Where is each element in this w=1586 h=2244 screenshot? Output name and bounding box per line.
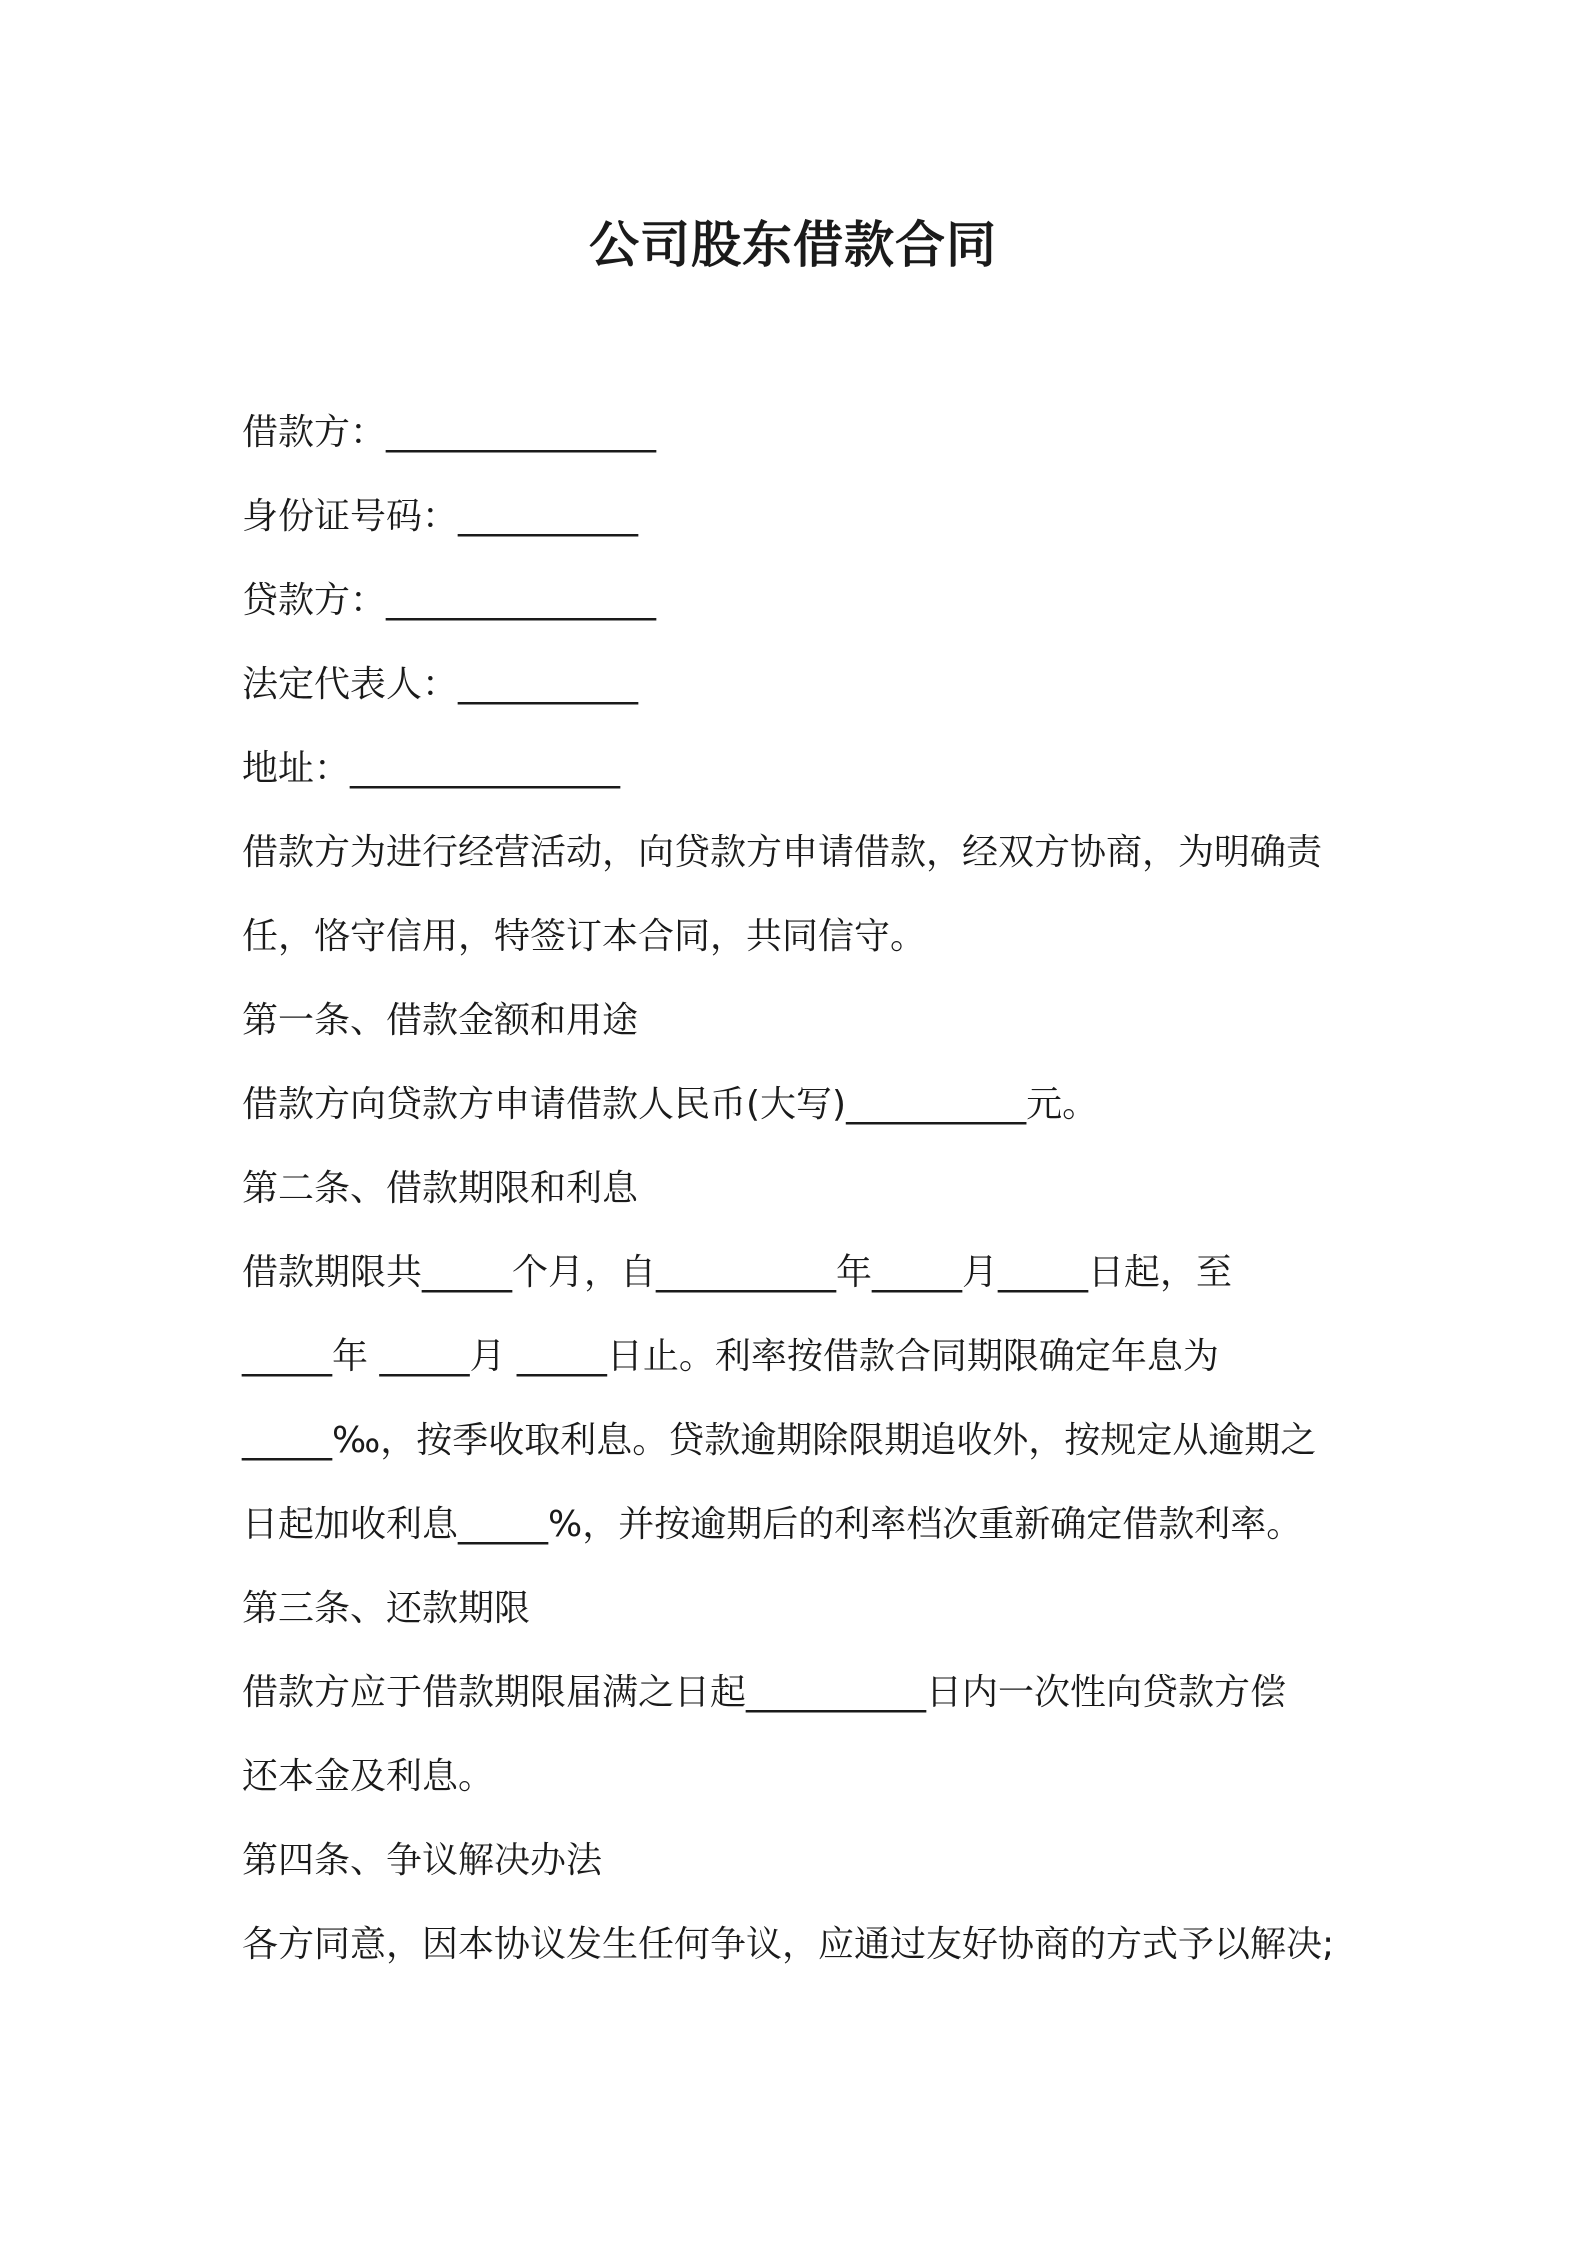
article-2-heading: 第二条、借款期限和利息 xyxy=(242,1168,639,1209)
article-3-line-1: 借款方应于借款期限届满之日起__________日内一次性向贷款方偿 xyxy=(242,1672,1287,1713)
article-3-heading: 第三条、还款期限 xyxy=(242,1588,531,1629)
article-3-line-2: 还本金及利息。 xyxy=(242,1756,495,1797)
article-4-heading: 第四条、争议解决办法 xyxy=(242,1840,603,1881)
document-title: 公司股东借款合同 xyxy=(589,216,997,274)
address-field: 地址：_______________ xyxy=(242,748,621,789)
article-1-heading: 第一条、借款金额和用途 xyxy=(242,1000,639,1041)
borrower-field: 借款方：_______________ xyxy=(242,412,657,453)
article-2-line-3: _____‰，按季收取利息。贷款逾期除限期追收外，按规定从逾期之 xyxy=(242,1420,1317,1461)
article-2-line-1: 借款期限共_____个月，自__________年_____月_____日起，至 xyxy=(242,1252,1233,1293)
id-number-field: 身份证号码：__________ xyxy=(242,496,639,537)
preamble-line-1: 借款方为进行经营活动，向贷款方申请借款，经双方协商，为明确责 xyxy=(242,832,1323,873)
legal-representative-field: 法定代表人：__________ xyxy=(242,664,639,705)
article-2-line-2: _____年 _____月 _____日止。利率按借款合同期限确定年息为 xyxy=(242,1336,1219,1377)
article-4-line-1: 各方同意，因本协议发生任何争议，应通过友好协商的方式予以解决; xyxy=(242,1924,1335,1965)
article-1-body: 借款方向贷款方申请借款人民币(大写)__________元。 xyxy=(242,1084,1099,1125)
preamble-line-2: 任，恪守信用，特签订本合同，共同信守。 xyxy=(242,916,927,957)
lender-field: 贷款方：_______________ xyxy=(242,580,657,621)
article-2-line-4: 日起加收利息_____%，并按逾期后的利率档次重新确定借款利率。 xyxy=(242,1504,1303,1545)
